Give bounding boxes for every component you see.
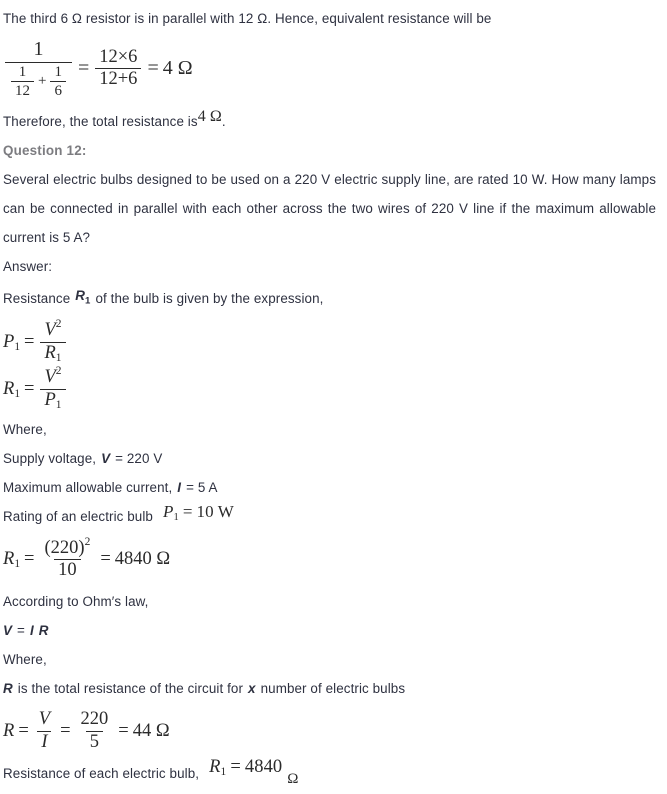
resistance-formula-lhs: $R_1$ <box>3 378 21 400</box>
resistance-definition-variable: x <box>248 681 256 697</box>
question-heading: Question 12: <box>3 142 87 158</box>
ohms-law-intro: According to Ohm′s law, <box>3 594 149 610</box>
product-numerator: 12×6 <box>99 46 138 67</box>
inner-fraction-one-numerator: 1 <box>18 63 27 80</box>
intro-paragraph: The third 6 Ω resistor is in parallel with 12 Ω. Hence, equivalent resistance will be <box>3 11 492 26</box>
bulb-rating-line <box>3 502 656 531</box>
power-formula-numerator: $V^2$ <box>44 317 62 340</box>
power-formula-fraction <box>40 317 65 364</box>
each-bulb-resistance-label: Resistance of each electric bulb, <box>3 766 200 782</box>
bulb-rating-label: Rating of an electric bulb <box>3 508 153 524</box>
total-resistance-line <box>3 107 656 136</box>
resistance-definition-text-a: is the total resistance of the circuit for <box>17 681 244 697</box>
max-current-value: = 5 A <box>186 479 218 495</box>
resistance-expression-lead: Resistance <box>3 290 71 306</box>
plus-operator: + <box>38 73 47 90</box>
supply-voltage-symbol: V <box>101 450 111 466</box>
outer-denominator <box>5 62 72 99</box>
total-circuit-resistance-equation <box>3 703 656 759</box>
resistance-definition-line <box>3 674 656 703</box>
supply-voltage-label: Supply voltage, <box>3 450 97 466</box>
supply-voltage-value: = 220 V <box>115 450 163 466</box>
question-text: Several electric bulbs designed to be used on a 220 V electric supply line, are rated 10 W. How many lamps can be connected in parallel with each other across the two wires of 220 V line if the maximum allowable current is 5 A? <box>3 171 656 245</box>
numeric-fraction-numerator: 220 <box>80 709 109 730</box>
power-formula-lhs: $P_1$ <box>3 331 21 353</box>
each-bulb-unit: Ω <box>287 771 299 788</box>
total-resistance-value: 4 Ω <box>197 107 222 125</box>
each-bulb-symbol: $R_1$ <box>209 757 227 779</box>
bulb-resistance-equals: = <box>24 549 35 570</box>
each-bulb-resistance-line <box>3 759 656 788</box>
max-current-label: Maximum allowable current, <box>3 479 173 495</box>
each-bulb-equals: = <box>230 757 241 778</box>
ohms-law-v: V <box>3 623 13 639</box>
product-fraction <box>95 48 141 91</box>
bulb-resistance-denominator: 10 <box>54 559 81 581</box>
power-formula-denominator: $R_1$ <box>40 342 65 364</box>
ohms-law-i: I <box>29 623 34 639</box>
resistance-formula-math <box>3 364 68 411</box>
ohms-law-equals: = <box>17 623 25 639</box>
each-bulb-resistance-math <box>209 753 282 782</box>
outer-numerator: 1 <box>33 38 44 60</box>
inner-fraction-two-numerator: 1 <box>54 63 62 80</box>
resistance-definition-symbol: R <box>3 681 13 697</box>
inner-fraction-two <box>50 64 66 99</box>
total-resistance-prefix: Therefore, the total resistance is <box>3 113 198 129</box>
power-formula-math <box>3 317 68 364</box>
inner-fraction-one-denominator: 12 <box>11 81 34 99</box>
answer-label: Answer: <box>3 258 53 274</box>
bulb-resistance-math <box>3 535 171 582</box>
resistance-formula-numerator: $V^2$ <box>44 364 62 387</box>
resistance-symbol: $R_1$ <box>75 287 91 307</box>
resistance-expression-line <box>3 281 656 316</box>
voltage-current-denominator: I <box>37 731 51 753</box>
bulb-rating-symbol: $P_1$ <box>162 501 179 523</box>
max-current-symbol: I <box>177 479 182 495</box>
resistance-expression-tail: of the bulb is given by the expression, <box>95 290 324 306</box>
equals-sign-two: = <box>147 57 159 80</box>
bulb-resistance-lhs: $R_1$ <box>3 549 21 571</box>
inner-fraction-two-denominator: 6 <box>50 81 66 99</box>
resistance-definition-text-b: number of electric bulbs <box>260 681 406 697</box>
numeric-fraction <box>77 710 113 753</box>
equivalent-resistance-math <box>3 39 193 99</box>
resistance-formula-fraction <box>40 364 65 411</box>
bulb-resistance-calculation <box>3 531 656 588</box>
ohms-law-equation <box>3 616 656 645</box>
resistance-formula <box>3 366 656 415</box>
equivalent-resistance-result: 4 Ω <box>162 57 193 80</box>
numeric-fraction-denominator: 5 <box>86 731 103 753</box>
bulb-resistance-equals-two: = <box>100 549 111 570</box>
total-circuit-equals-two: = <box>60 721 71 742</box>
total-circuit-equals-three: = <box>118 721 129 742</box>
power-formula <box>3 316 656 366</box>
resistance-formula-denominator: $P_1$ <box>40 389 65 411</box>
ohms-law-r: R <box>38 623 49 639</box>
bulb-rating-math <box>163 497 234 526</box>
max-current-line <box>3 473 656 502</box>
total-circuit-resistance-result: 44 Ω <box>132 721 170 742</box>
total-circuit-equals-one: = <box>18 721 29 742</box>
equivalent-resistance-equation <box>3 33 656 107</box>
bulb-rating-equals: = <box>182 501 193 521</box>
product-denominator: 12+6 <box>95 68 141 90</box>
supply-voltage-line <box>3 444 656 473</box>
outer-fraction <box>5 39 72 99</box>
total-resistance-suffix: . <box>221 113 226 129</box>
where-label-one: Where, <box>3 421 47 437</box>
voltage-current-numerator: V <box>38 709 51 730</box>
power-formula-equals: = <box>24 331 35 352</box>
each-bulb-value: 4840 <box>244 757 283 778</box>
inner-fraction-one <box>11 64 34 99</box>
voltage-current-fraction <box>35 710 54 753</box>
bulb-resistance-numerator: $(220)^2$ <box>44 535 91 558</box>
bulb-rating-value: 10 W <box>196 501 234 521</box>
bulb-resistance-result: 4840 Ω <box>114 549 171 570</box>
resistance-formula-equals: = <box>24 378 35 399</box>
equals-sign-one: = <box>77 57 90 80</box>
total-circuit-resistance-math <box>3 710 170 753</box>
total-circuit-resistance-lhs: R <box>3 721 15 742</box>
where-label-two: Where, <box>3 652 47 668</box>
bulb-resistance-fraction <box>40 535 94 582</box>
